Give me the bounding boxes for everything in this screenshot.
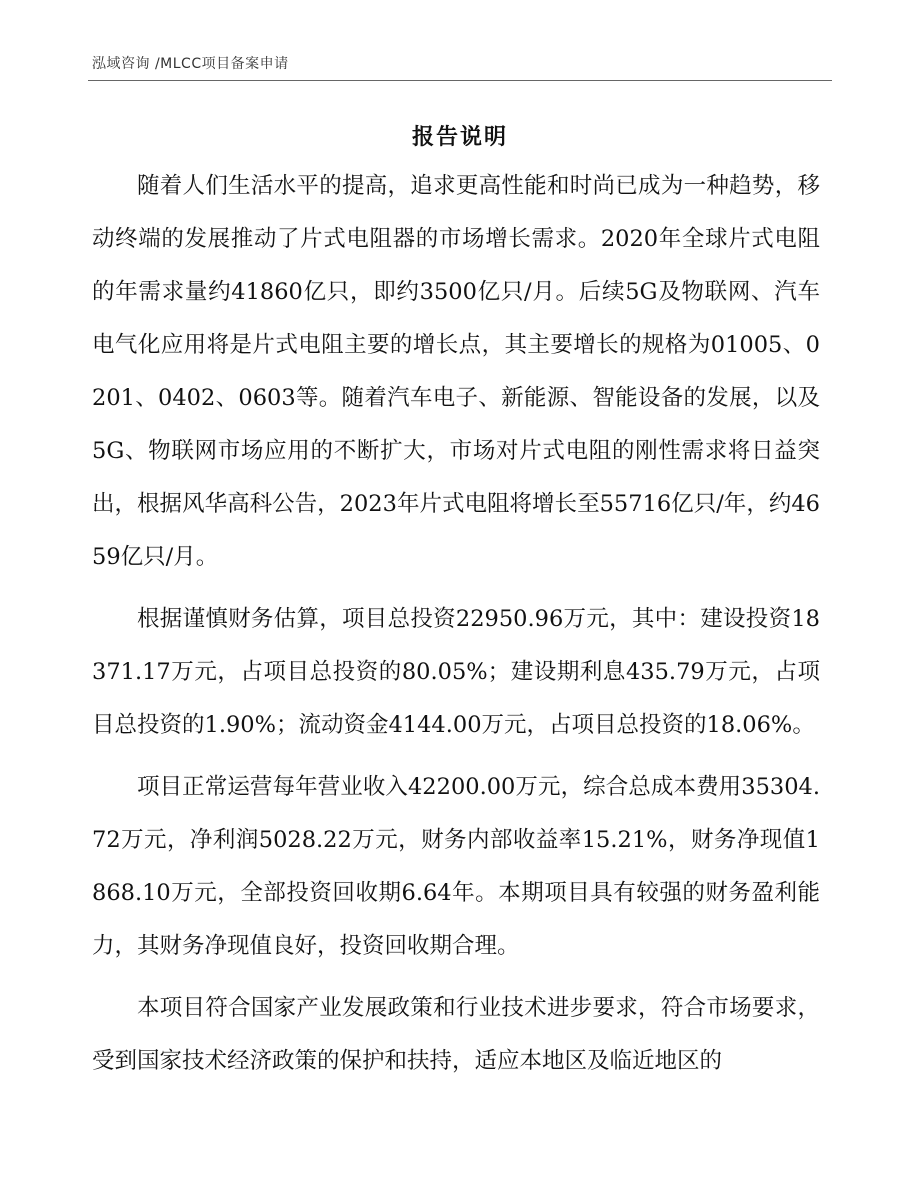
paragraph-investment-estimate: 根据谨慎财务估算，项目总投资22950.96万元，其中：建设投资18371.17万元，占项目总投资的80.05%；建设期利息435.79万元，占项目总投资的1.90%；流动资金4144.00万元，占项目总投资的18.06%。 <box>92 606 820 738</box>
document-title: 报告说明 <box>411 124 508 150</box>
paragraph-market-background: 随着人们生活水平的提高，追求更高性能和时尚已成为一种趋势，移动终端的发展推动了片式电阻器的市场增长需求。2020年全球片式电阻的年需求量约41860亿只，即约3500亿只/月。后续5G及物联网、汽车电气化应用将是片式电阻主要的增长点，其主要增长的规格为01005、0201、0402、0603等。随着汽车电子、新能源、智能设备的发展，以及5G、物联网市场应用的不断扩大，市场对片式电阻的刚性需求将日益突出，根据风华高科公告，2023年片式电阻将增长至55716亿只/年，约4659亿只/月。 <box>92 173 820 570</box>
document-body <box>92 160 820 1097</box>
paragraph-policy-compliance: 本项目符合国家产业发展政策和行业技术进步要求，符合市场要求，受到国家技术经济政策的保护和扶持，适应本地区及临近地区的 <box>92 995 820 1074</box>
paragraph-financial-returns: 项目正常运营每年营业收入42200.00万元，综合总成本费用35304.72万元，净利润5028.22万元，财务内部收益率15.21%，财务净现值1868.10万元，全部投资回收期6.64年。本期项目具有较强的财务盈利能力，其财务净现值良好，投资回收期合理。 <box>92 774 820 959</box>
header-divider <box>88 80 832 81</box>
running-header: 泓域咨询 /MLCC项目备案申请 <box>92 56 289 72</box>
